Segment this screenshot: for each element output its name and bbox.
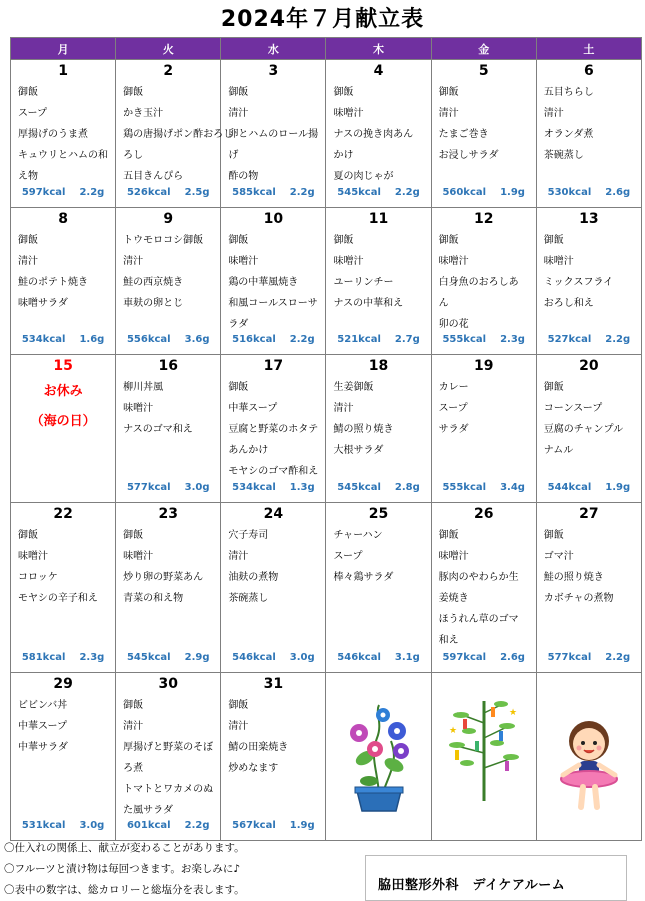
nutrition-info xyxy=(326,482,430,498)
menu-item: 清汁 xyxy=(18,256,38,267)
menu-item: 中華サラダ xyxy=(18,742,68,753)
calorie-value: 545kcal xyxy=(337,187,381,198)
calorie-value: 516kcal xyxy=(232,334,276,345)
day-number: 8 xyxy=(58,211,68,227)
notes xyxy=(4,838,374,901)
menu-item: 鶏の唐揚げポン酢おろし xyxy=(123,129,234,140)
menu-item: 棒々鶏サラダ xyxy=(333,572,394,583)
day-number: 3 xyxy=(268,63,279,79)
menu-item: 御飯 xyxy=(228,382,249,393)
salt-value: 2.3g xyxy=(500,334,525,345)
menu-item: 鮭の西京焼き xyxy=(123,277,184,288)
menu-item: 清汁 xyxy=(123,256,144,267)
menu-item: ん xyxy=(438,298,449,309)
nutrition-info xyxy=(221,334,325,350)
nutrition-info xyxy=(116,187,220,203)
weekday-thu: 木 xyxy=(326,38,431,60)
menu-item: 五目ちらし xyxy=(543,87,594,98)
menu-item: 生姜御飯 xyxy=(333,382,374,393)
menu-item: サラダ xyxy=(438,424,469,435)
salt-value: 3.0g xyxy=(79,820,105,831)
menu-item: 夏の肉じゃが xyxy=(333,171,394,182)
nutrition-info xyxy=(432,334,536,350)
menu-item: 清汁 xyxy=(438,108,459,119)
nutrition-info xyxy=(537,334,641,350)
menu-item: スープ xyxy=(18,108,47,119)
menu-item: 御飯 xyxy=(18,530,38,541)
menu-item: 油麸の煮物 xyxy=(228,572,279,583)
menu-item: 味噌サラダ xyxy=(18,298,68,309)
menu-item: 御飯 xyxy=(543,382,564,393)
menu-item: 中華スープ xyxy=(18,721,67,732)
day-cell xyxy=(326,673,431,841)
menu-item: ろ煮 xyxy=(123,763,144,774)
day-cell xyxy=(11,355,116,503)
menu-items xyxy=(432,230,536,335)
menu-item: 味噌汁 xyxy=(438,551,469,562)
week-row xyxy=(11,673,642,841)
day-number: 19 xyxy=(473,358,494,374)
nutrition-info xyxy=(326,187,430,203)
menu-item: 味噌汁 xyxy=(543,256,574,267)
menu-item: 鯖の田楽焼き xyxy=(228,742,289,753)
nutrition-info xyxy=(537,482,641,498)
salt-value: 2.2g xyxy=(79,187,105,198)
day-number: 20 xyxy=(579,358,599,374)
salt-value: 3.0g xyxy=(289,652,315,663)
menu-item: ミックスフライ xyxy=(543,277,614,288)
weekday-fri: 金 xyxy=(431,38,536,60)
salt-value: 2.6g xyxy=(605,187,631,198)
menu-items xyxy=(221,695,325,779)
menu-item: 鯖の照り焼き xyxy=(333,424,394,435)
menu-item: オランダ煮 xyxy=(543,129,594,140)
day-number: 13 xyxy=(579,211,599,227)
nutrition-info xyxy=(116,334,220,350)
day-cell xyxy=(431,673,536,841)
salt-value: 2.2g xyxy=(605,334,631,345)
menu-items xyxy=(432,82,536,166)
menu-items xyxy=(116,82,234,187)
salt-value: 2.6g xyxy=(500,652,525,663)
menu-item: 大根サラダ xyxy=(333,445,384,456)
calorie-value: 544kcal xyxy=(547,482,592,493)
calorie-value: 546kcal xyxy=(232,652,276,663)
note-line: 〇仕入れの関係上、献立が変わることがあります。 xyxy=(4,842,245,854)
calorie-value: 527kcal xyxy=(547,334,592,345)
menu-items xyxy=(537,377,641,461)
salt-value: 2.2g xyxy=(289,334,315,345)
nutrition-info xyxy=(326,334,430,350)
salt-value: 2.2g xyxy=(289,187,315,198)
salt-value: 2.2g xyxy=(394,187,420,198)
day-cell xyxy=(431,355,536,503)
menu-item: 御飯 xyxy=(228,235,249,246)
day-cell xyxy=(536,503,641,673)
day-number: 29 xyxy=(53,676,73,692)
calorie-value: 556kcal xyxy=(126,334,171,345)
menu-item: 味噌汁 xyxy=(228,256,259,267)
day-number: 12 xyxy=(473,211,494,227)
menu-items xyxy=(116,525,220,609)
day-number: 23 xyxy=(158,506,178,522)
menu-item: 炒り卵の野菜あん xyxy=(123,572,204,583)
menu-item: カボチャの煮物 xyxy=(543,593,614,604)
calorie-value: 555kcal xyxy=(442,482,487,493)
menu-item: げ xyxy=(228,150,239,161)
menu-item: 豆腐と野菜のホタテ xyxy=(228,424,319,435)
calorie-value: 555kcal xyxy=(442,334,487,345)
menu-item: あんかけ xyxy=(228,445,269,456)
menu-item: 御飯 xyxy=(18,235,38,246)
day-cell xyxy=(116,503,221,673)
menu-item: 炒めなます xyxy=(228,763,279,774)
menu-item: 清汁 xyxy=(228,721,249,732)
day-cell xyxy=(326,208,431,355)
salt-value: 1.3g xyxy=(289,482,315,493)
menu-item: 御飯 xyxy=(543,530,564,541)
nutrition-info xyxy=(11,334,115,350)
nutrition-info xyxy=(432,652,536,668)
menu-item: 清汁 xyxy=(543,108,564,119)
calorie-value: 545kcal xyxy=(337,482,381,493)
calorie-value: 597kcal xyxy=(442,652,487,663)
menu-item: 味噌汁 xyxy=(123,551,154,562)
menu-item: 御飯 xyxy=(543,235,564,246)
day-cell xyxy=(221,673,326,841)
day-cell xyxy=(536,673,641,841)
menu-item: 御飯 xyxy=(228,700,249,711)
menu-item: 茶碗蒸し xyxy=(228,593,269,604)
salt-value: 3.6g xyxy=(184,334,210,345)
salt-value: 2.2g xyxy=(605,652,631,663)
menu-items xyxy=(537,82,641,166)
menu-item: コロッケ xyxy=(18,572,58,583)
menu-item: 白身魚のおろしあ xyxy=(438,277,519,288)
weekday-mon: 月 xyxy=(11,38,116,60)
day-number: 6 xyxy=(584,63,594,79)
menu-item: 茶碗蒸し xyxy=(543,150,584,161)
calorie-value: 585kcal xyxy=(232,187,276,198)
calorie-value: 560kcal xyxy=(442,187,487,198)
day-cell xyxy=(536,355,641,503)
menu-items xyxy=(11,230,115,314)
day-number: 18 xyxy=(368,358,389,374)
note-line: 〇フルーツと漬け物は毎回つきます。お楽しみに♪ xyxy=(4,863,241,875)
menu-item: 味噌汁 xyxy=(333,108,364,119)
menu-items xyxy=(116,377,220,440)
menu-item: 清汁 xyxy=(123,721,144,732)
menu-items xyxy=(432,377,536,440)
nutrition-info xyxy=(116,482,220,498)
day-number: 15 xyxy=(53,358,73,374)
day-cell xyxy=(221,503,326,673)
menu-item: 清汁 xyxy=(228,108,249,119)
calorie-value: 546kcal xyxy=(337,652,381,663)
menu-item: 和え xyxy=(438,635,459,646)
menu-item: ユーリンチー xyxy=(333,277,394,288)
menu-items xyxy=(326,82,430,187)
salt-value: 1.9g xyxy=(289,820,315,831)
menu-item: トマトとワカメのぬ xyxy=(123,784,214,795)
menu-items xyxy=(326,377,430,461)
menu-item: ビビンバ丼 xyxy=(18,700,68,711)
menu-item: 御飯 xyxy=(123,87,144,98)
menu-item: 御飯 xyxy=(438,87,459,98)
day-cell xyxy=(11,503,116,673)
menu-item: 御飯 xyxy=(123,530,144,541)
menu-items xyxy=(221,525,325,609)
day-cell xyxy=(536,208,641,355)
salt-value: 2.9g xyxy=(184,652,210,663)
salt-value: 2.7g xyxy=(394,334,420,345)
menu-item: 酢の物 xyxy=(228,171,259,182)
nutrition-info xyxy=(11,652,115,668)
menu-item: 五目きんぴら xyxy=(123,171,184,182)
day-number: 27 xyxy=(579,506,599,522)
weekday-header-row xyxy=(11,38,642,60)
menu-items xyxy=(537,525,641,609)
nutrition-info xyxy=(221,482,325,498)
day-cell xyxy=(536,60,641,208)
menu-item: トウモロコシ御飯 xyxy=(123,235,204,246)
morning-glory-illustration xyxy=(339,703,419,813)
day-cell xyxy=(326,60,431,208)
menu-calendar xyxy=(10,37,642,841)
day-cell xyxy=(11,208,116,355)
day-cell xyxy=(326,355,431,503)
calorie-value: 601kcal xyxy=(126,820,171,831)
salt-value: 3.0g xyxy=(184,482,210,493)
menu-items xyxy=(221,230,325,335)
menu-items xyxy=(221,377,325,482)
menu-item: かけ xyxy=(333,150,354,161)
day-number: 4 xyxy=(373,63,384,79)
menu-item: ナスの中華和え xyxy=(333,298,404,309)
menu-item: 清汁 xyxy=(333,403,354,414)
calorie-value: 567kcal xyxy=(232,820,276,831)
nutrition-info xyxy=(11,820,115,836)
nutrition-info xyxy=(537,187,641,203)
day-cell xyxy=(116,355,221,503)
day-cell xyxy=(11,60,116,208)
week-row xyxy=(11,503,642,673)
menu-item: スープ xyxy=(333,551,363,562)
weekday-tue: 火 xyxy=(116,38,221,60)
page-title: 2024年７月献立表 xyxy=(220,7,425,32)
menu-item: 厚揚げのうま煮 xyxy=(18,129,88,140)
day-number: 30 xyxy=(158,676,178,692)
menu-items xyxy=(116,695,220,821)
nutrition-info xyxy=(537,652,641,668)
day-number: 31 xyxy=(263,676,284,692)
salt-value: 3.4g xyxy=(500,482,525,493)
nutrition-info xyxy=(116,820,220,836)
menu-item: 鮭の照り焼き xyxy=(543,572,604,583)
day-number: 11 xyxy=(368,211,389,227)
salt-value: 2.2g xyxy=(184,820,210,831)
calorie-value: 526kcal xyxy=(126,187,171,198)
nutrition-info xyxy=(432,482,536,498)
menu-items xyxy=(11,695,115,758)
menu-item: 青菜の和え物 xyxy=(123,593,184,604)
menu-item: 御飯 xyxy=(438,235,459,246)
day-cell xyxy=(116,673,221,841)
menu-item: チャーハン xyxy=(333,530,383,541)
salt-value: 2.3g xyxy=(79,652,105,663)
day-number: 2 xyxy=(163,63,174,79)
day-cell xyxy=(221,60,326,208)
calorie-value: 545kcal xyxy=(126,652,171,663)
calorie-value: 534kcal xyxy=(21,334,66,345)
menu-item: 清汁 xyxy=(228,551,249,562)
weekday-sat: 土 xyxy=(536,38,641,60)
menu-item: た風サラダ xyxy=(123,805,174,816)
week-row xyxy=(11,355,642,503)
menu-items xyxy=(11,82,115,187)
weekday-wed: 水 xyxy=(221,38,326,60)
menu-item: ほうれん草のゴマ xyxy=(438,614,519,625)
salt-value: 3.1g xyxy=(394,652,420,663)
day-number: 25 xyxy=(368,506,389,522)
day-number: 16 xyxy=(158,358,178,374)
menu-item: ろし xyxy=(123,150,144,161)
menu-item: 卯の花 xyxy=(438,319,469,330)
day-number: 17 xyxy=(263,358,284,374)
salt-value: 1.9g xyxy=(500,187,525,198)
day-number: 24 xyxy=(263,506,284,522)
menu-item: 中華スープ xyxy=(228,403,278,414)
menu-item: 姜焼き xyxy=(438,593,469,604)
day-number: 5 xyxy=(478,63,489,79)
menu-item: モヤシのゴマ酢和え xyxy=(228,466,319,477)
menu-item: ゴマ汁 xyxy=(543,551,574,562)
menu-item: 厚揚げと野菜のそぼ xyxy=(123,742,214,753)
swimming-girl-illustration xyxy=(549,713,629,813)
salt-value: 2.8g xyxy=(394,482,420,493)
calorie-value: 530kcal xyxy=(547,187,592,198)
day-cell xyxy=(326,503,431,673)
menu-item: 御飯 xyxy=(333,87,354,98)
day-cell xyxy=(221,208,326,355)
day-cell xyxy=(221,355,326,503)
menu-item: 卵とハムのロール揚 xyxy=(228,129,319,140)
day-number: 9 xyxy=(163,211,174,227)
menu-item: 御飯 xyxy=(228,87,249,98)
menu-item: 鮭のポテト焼き xyxy=(18,277,88,288)
day-cell xyxy=(11,673,116,841)
menu-item: 御飯 xyxy=(333,235,354,246)
holiday-label: お休み xyxy=(43,384,83,399)
menu-item: たまご巻き xyxy=(438,129,489,140)
menu-item: かき玉汁 xyxy=(123,108,164,119)
nutrition-info xyxy=(221,187,325,203)
salt-value: 2.5g xyxy=(184,187,210,198)
menu-item: 和風コールスローサ xyxy=(228,298,318,309)
day-number: 26 xyxy=(473,506,494,522)
week-row xyxy=(11,60,642,208)
menu-item: 車麸の卵とじ xyxy=(123,298,184,309)
tanabata-bamboo-illustration xyxy=(439,693,529,803)
salt-value: 1.6g xyxy=(79,334,105,345)
calorie-value: 581kcal xyxy=(21,652,66,663)
menu-items xyxy=(432,525,536,651)
menu-items xyxy=(326,230,430,314)
nutrition-info xyxy=(116,652,220,668)
menu-item: 鶏の中華風焼き xyxy=(228,277,299,288)
salt-value: 1.9g xyxy=(605,482,631,493)
menu-item: 味噌汁 xyxy=(18,551,48,562)
menu-item: 御飯 xyxy=(123,700,144,711)
svg-text:★: ★ xyxy=(448,726,457,736)
holiday-label: （海の日） xyxy=(30,414,96,429)
menu-items xyxy=(116,230,220,314)
menu-item: キュウリとハムの和 xyxy=(18,150,108,161)
menu-item: お浸しサラダ xyxy=(438,150,499,161)
menu-item: カレー xyxy=(438,382,469,393)
day-number: 1 xyxy=(58,63,68,79)
menu-items xyxy=(221,82,325,187)
menu-items xyxy=(11,525,115,609)
day-number: 10 xyxy=(263,211,284,227)
calorie-value: 577kcal xyxy=(547,652,592,663)
calorie-value: 534kcal xyxy=(232,482,276,493)
nutrition-info xyxy=(221,820,325,836)
clinic-name: 脇田整形外科 デイケアルーム xyxy=(365,855,627,901)
menu-item: 味噌汁 xyxy=(123,403,154,414)
menu-item: ナムル xyxy=(543,445,574,456)
calorie-value: 577kcal xyxy=(126,482,171,493)
day-cell xyxy=(431,60,536,208)
menu-item: ナスのゴマ和え xyxy=(123,424,193,435)
menu-item: 豆腐のチャンプル xyxy=(543,424,624,435)
day-cell xyxy=(431,208,536,355)
menu-item: 穴子寿司 xyxy=(228,530,269,541)
nutrition-info xyxy=(11,187,115,203)
menu-item: 御飯 xyxy=(438,530,459,541)
menu-item: ラダ xyxy=(228,319,249,330)
nutrition-info xyxy=(432,187,536,203)
menu-item: 豚肉のやわらか生 xyxy=(438,572,519,583)
menu-item: え物 xyxy=(18,171,38,182)
menu-item: 御飯 xyxy=(18,87,38,98)
menu-items xyxy=(326,525,430,588)
menu-item: コーンスープ xyxy=(543,403,603,414)
menu-item: ナスの挽き肉あん xyxy=(333,129,414,140)
note-line: 〇表中の数字は、総カロリーと総塩分を表します。 xyxy=(4,884,245,896)
day-cell xyxy=(116,208,221,355)
menu-item: スープ xyxy=(438,403,468,414)
day-cell xyxy=(116,60,234,208)
calorie-value: 597kcal xyxy=(21,187,66,198)
menu-item: 柳川丼風 xyxy=(123,382,164,393)
menu-item: 味噌汁 xyxy=(333,256,364,267)
week-row xyxy=(11,208,642,355)
calorie-value: 531kcal xyxy=(21,820,66,831)
calorie-value: 521kcal xyxy=(337,334,381,345)
menu-items xyxy=(537,230,641,314)
menu-item: おろし和え xyxy=(543,298,594,309)
svg-text:★: ★ xyxy=(508,708,517,718)
day-cell xyxy=(431,503,536,673)
nutrition-info xyxy=(326,652,430,668)
day-number: 22 xyxy=(53,506,73,522)
menu-item: モヤシの辛子和え xyxy=(18,593,98,604)
nutrition-info xyxy=(221,652,325,668)
menu-item: 味噌汁 xyxy=(438,256,469,267)
